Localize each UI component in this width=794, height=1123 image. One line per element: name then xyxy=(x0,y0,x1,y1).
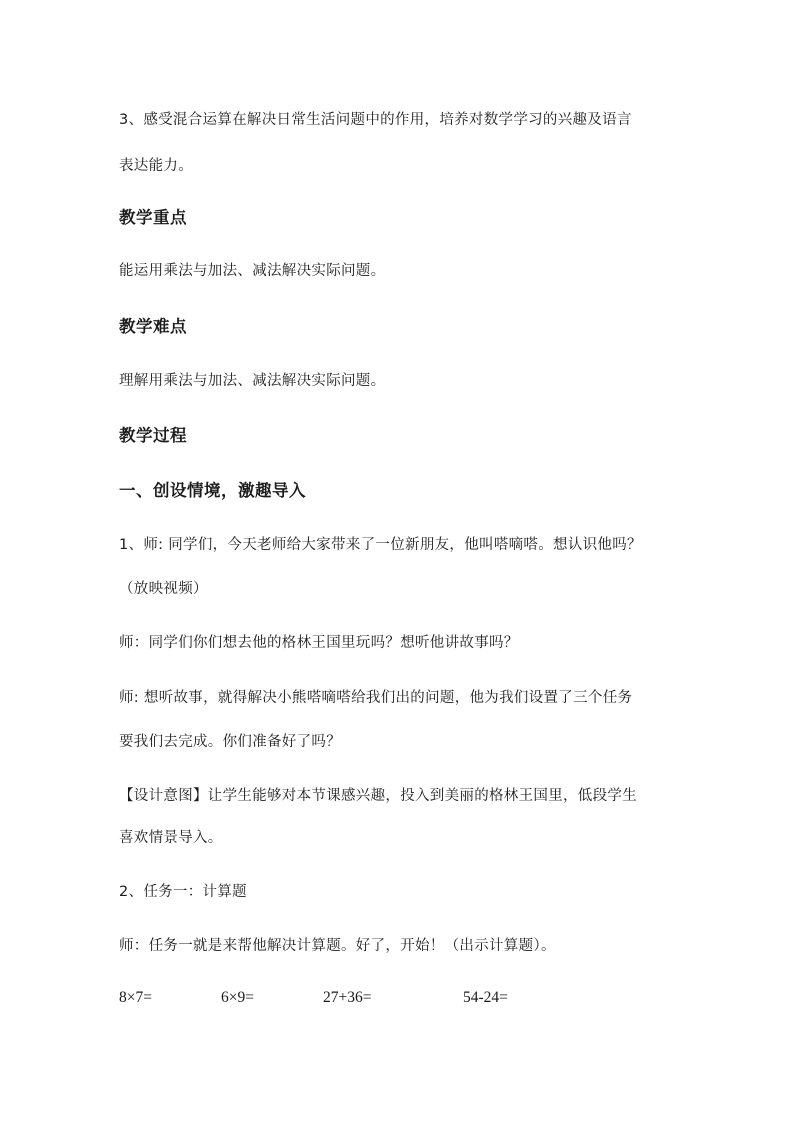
key-points-text: 能运用乘法与加法、减法解决实际问题。 xyxy=(119,263,386,279)
teaching-process-heading: 教学过程 xyxy=(119,426,187,445)
problem-4: 54-24= xyxy=(463,989,508,1006)
section-1-heading: 一、创设情境，激趣导入 xyxy=(119,481,306,500)
key-points-heading: 教学重点 xyxy=(119,208,187,227)
design-intent-line-1: 【设计意图】让学生能够对本节课感兴趣，投入到美丽的格林王国里，低段学生 xyxy=(119,788,637,804)
paragraph-3-line-2: 要我们去完成。你们准备好了吗？ xyxy=(119,734,341,750)
objective-3-line-1: 3、感受混合运算在解决日常生活问题中的作用，培养对数学学习的兴趣及语言 xyxy=(119,112,632,128)
problem-2: 6×9= xyxy=(221,989,254,1006)
paragraph-2: 师：同学们你们想去他的格林王国里玩吗？想听他讲故事吗？ xyxy=(119,635,519,651)
paragraph-1-line-1: 1、师: 同学们，今天老师给大家带来了一位新朋友，他叫嗒嘀嗒。想认识他吗？ xyxy=(119,537,642,553)
task-1-text: 师：任务一就是来帮他解决计算题。好了，开始！（出示计算题）。 xyxy=(119,938,556,954)
difficulties-heading: 教学难点 xyxy=(119,317,187,336)
paragraph-1-line-2: （放映视频） xyxy=(119,581,208,597)
problem-1: 8×7= xyxy=(119,989,152,1006)
design-intent-line-2: 喜欢情景导入。 xyxy=(119,830,223,846)
paragraph-3-line-1: 师: 想听故事，就得解决小熊嗒嘀嗒给我们出的问题，他为我们设置了三个任务 xyxy=(119,690,633,706)
objective-3-line-2: 表达能力。 xyxy=(119,158,193,174)
problem-3: 27+36= xyxy=(323,989,372,1006)
task-1-heading: 2、任务一：计算题 xyxy=(119,884,247,900)
difficulties-text: 理解用乘法与加法、减法解决实际问题。 xyxy=(119,373,386,389)
